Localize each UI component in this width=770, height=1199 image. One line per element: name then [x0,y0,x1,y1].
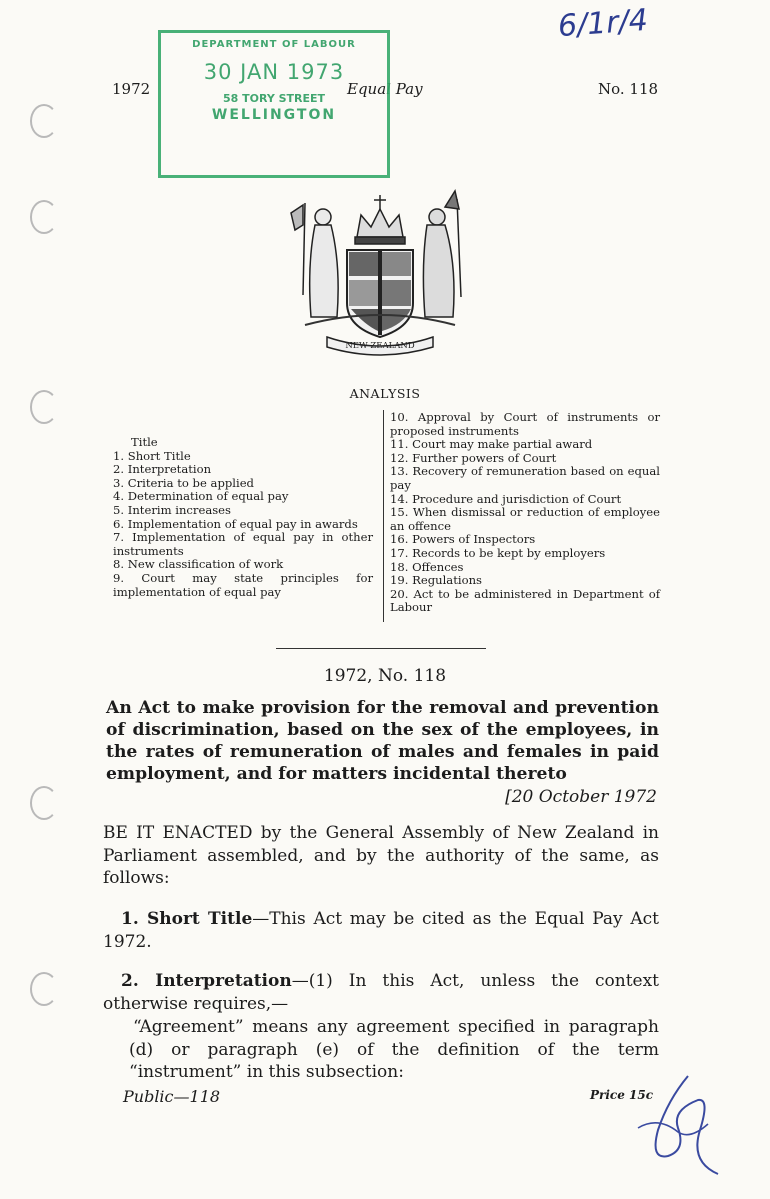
analysis-item: 17. Records to be kept by employers [390,545,606,560]
analysis-item: 9. Court may state principles for implementation of equal pay [113,570,373,599]
punch-hole [30,200,58,234]
section-1-heading: 1. Short Title [121,909,253,929]
section-rule [276,648,486,649]
received-stamp [158,30,390,178]
stamp-street: 58 TORY STREET [222,92,326,105]
analysis-item: 11. Court may make partial award [390,437,593,452]
analysis-item: 3. Criteria to be applied [113,475,254,490]
analysis-item: 14. Procedure and jurisdiction of Court [390,491,622,506]
handwritten-file-number: 6/1r/4 [556,2,649,45]
footer-public: Public—118 [123,1087,221,1106]
analysis-item: 5. Interim increases [113,502,231,517]
analysis-item: 20. Act to be administered in Department of Labour [390,586,660,615]
enacting-clause: BE IT ENACTED by the General Assembly of New Zealand in Parliament assembled, and by the authority of the same, as follows: [103,823,659,888]
header-number: No. 118 [598,80,659,98]
analysis-item: 1. Short Title [113,448,191,463]
stamp-department: DEPARTMENT OF LABOUR [192,39,356,50]
section-2-heading: 2. Interpretation [121,971,292,991]
analysis-item: 10. Approval by Court of instruments or proposed instruments [390,410,660,438]
section-2 [103,970,659,1015]
signature-scribble-icon [628,1070,738,1180]
long-title: An Act to make provision for the removal and prevention of discrimination, based on the sex of the employees, in the rates of remuneration of males and females in paid employment, and for matters incidental thereto [106,698,659,784]
section-2-text: —(1) In this Act, unless the context otherwise requires,— [103,971,660,1014]
analysis-item: 13. Recovery of remuneration based on equal pay [390,464,660,492]
analysis-item: 16. Powers of Inspectors [390,532,536,547]
analysis-left-column [113,436,373,599]
analysis-item: 8. New classification of work [113,557,284,572]
punch-hole [30,104,58,138]
header-title: Equal Pay [347,80,423,98]
header-year: 1972 [112,80,151,98]
section-1 [103,908,659,953]
analysis-item: 19. Regulations [390,573,482,588]
analysis-item: 12. Further powers of Court [390,450,557,465]
assent-date: [20 October 1972 [505,787,657,807]
analysis-item: 18. Offences [390,559,464,574]
definition-agreement: “Agreement” means any agreement specified in paragraph (d) or paragraph (e) of the definition of the term “instrument” in this subsection: [129,1017,659,1082]
analysis-heading: ANALYSIS [349,386,421,401]
analysis-right-column [390,411,660,615]
coat-of-arms-motto: NEW ZEALAND [345,341,415,351]
stamp-date: 30 JAN 1973 [203,60,345,84]
punch-hole [30,972,58,1006]
footer-price: Price 15c [590,1088,654,1102]
analysis-item: Title [131,435,158,449]
analysis-item: 15. When dismissal or reduction of employee an offence [390,505,660,533]
analysis-item: 4. Determination of equal pay [113,489,289,504]
coat-of-arms-image [285,185,475,365]
punch-hole [30,786,58,820]
section-1-text: —This Act may be cited as the Equal Pay Act 1972. [103,909,659,952]
analysis-item: 2. Interpretation [113,462,212,477]
stamp-city: WELLINGTON [211,107,337,123]
analysis-divider [383,410,384,622]
act-number: 1972, No. 118 [323,666,447,686]
analysis-item: 6. Implementation of equal pay in awards [113,516,358,531]
analysis-item: 7. Implementation of equal pay in other instruments [113,530,373,558]
